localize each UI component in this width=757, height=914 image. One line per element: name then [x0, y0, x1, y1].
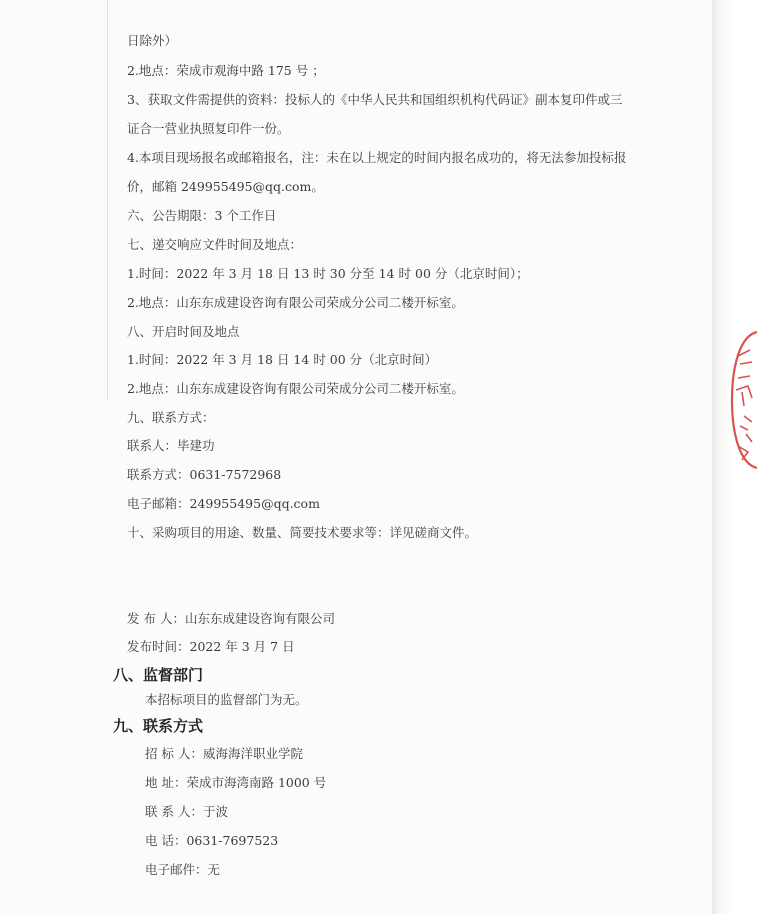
contact-address: 地 址：荣成市海湾南路 1000 号	[145, 775, 327, 790]
contact-email: 电子邮件：无	[145, 862, 221, 877]
text-line: 价，邮箱 249955495@qq.com。	[127, 179, 324, 194]
contact-phone: 电 话：0631-7697523	[145, 833, 279, 848]
text-line: 2.地点：山东东成建设咨询有限公司荣成分公司二楼开标室。	[127, 295, 464, 310]
supervision-body: 本招标项目的监督部门为无。	[145, 692, 308, 707]
text-line: 六、公告期限：3 个工作日	[127, 208, 277, 223]
text-line: 联系人：毕建功	[127, 438, 215, 453]
seal-mark	[738, 350, 752, 378]
text-line: 2.地点：荣成市观海中路 175 号 ；	[127, 63, 325, 78]
text-line: 日除外）	[127, 33, 178, 48]
contact-person: 联 系 人：于波	[145, 804, 228, 819]
scan-fold-line	[107, 0, 108, 400]
text-line: 九、联系方式：	[127, 410, 215, 425]
seal-mark	[740, 416, 752, 442]
section-heading-supervision: 八、监督部门	[113, 666, 204, 684]
seal-mark	[736, 386, 752, 406]
text-line: 十、采购项目的用途、数量、简要技术要求等：详见磋商文件。	[127, 525, 478, 540]
publish-time-line: 发布时间：2022 年 3 月 7 日	[127, 639, 295, 654]
seal-fragment-graphic	[726, 326, 757, 474]
section-heading-contact: 九、联系方式	[113, 717, 204, 735]
contact-tenderer: 招 标 人：威海海洋职业学院	[145, 746, 303, 761]
publisher-line: 发 布 人：山东东成建设咨询有限公司	[127, 611, 335, 626]
red-seal-stamp	[726, 326, 757, 474]
text-line: 八、开启时间及地点	[127, 324, 240, 339]
text-line: 证合一营业执照复印件一份。	[127, 121, 290, 136]
text-line: 1.时间：2022 年 3 月 18 日 13 时 30 分至 14 时 00 分（北京时间）；	[127, 266, 529, 281]
text-line: 2.地点：山东东成建设咨询有限公司荣成分公司二楼开标室。	[127, 381, 464, 396]
text-line: 电子邮箱：249955495@qq.com	[127, 496, 320, 511]
text-line: 七、递交响应文件时间及地点：	[127, 237, 303, 252]
text-line: 1.时间：2022 年 3 月 18 日 14 时 00 分（北京时间）	[127, 352, 438, 367]
text-line: 4.本项目现场报名或邮箱报名，注：未在以上规定的时间内报名成功的，将无法参加投标报	[127, 150, 627, 165]
text-line: 联系方式：0631-7572968	[127, 467, 282, 482]
text-line: 3、获取文件需提供的资料：投标人的《中华人民共和国组织机构代码证》副本复印件或三	[127, 92, 623, 107]
